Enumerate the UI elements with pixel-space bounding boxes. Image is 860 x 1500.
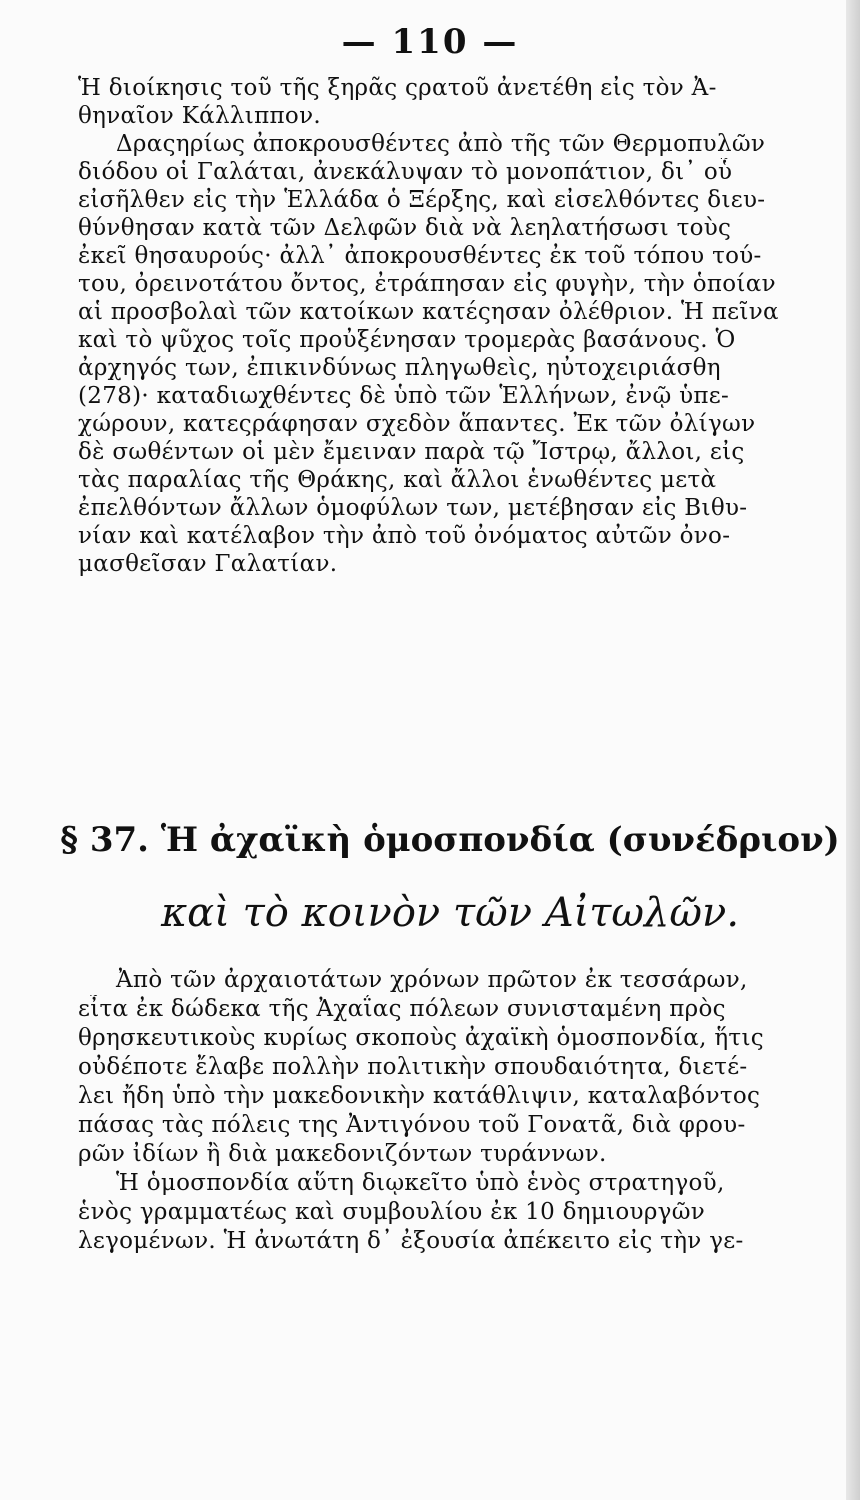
text-line: τὰς παραλίας τῆς Θράκης, καὶ ἄλλοι ἑνωθέντες μετὰ [78,467,717,493]
text-line: εἶτα ἐκ δώδεκα τῆς Ἀχαΐας πόλεων συνισταμένη πρὸς [78,996,726,1022]
text-line: Ἡ ὁμοσπονδία αὕτη διῳκεῖτο ὑπὸ ἑνὸς στρατηγοῦ, [116,1170,725,1196]
page-edge-shadow [846,0,860,1500]
text-line: μασθεῖσαν Γαλατίαν. [78,551,338,577]
text-line: ἀρχηγός των, ἐπικινδύνως πληγωθεὶς, ηὐτοχειριάσθη [78,355,721,381]
text-line: λει ἤδη ὑπὸ τὴν μακεδονικὴν κατάθλιψιν, καταλαβόντος [78,1083,761,1109]
text-line: θηναῖον Κάλλιππον. [78,103,321,129]
text-line: θρησκευτικοὺς κυρίως σκοποὺς ἀχαϊκὴ ὁμοσπονδία, ἥτις [78,1025,764,1051]
text-line: ρῶν ἰδίων ἢ διὰ μακεδονιζόντων τυράννων. [78,1141,607,1167]
text-line: (278)· καταδιωχθέντες δὲ ὑπὸ τῶν Ἑλλήνων, ἐνῷ ὑπε- [78,383,730,409]
text-line: οὐδέποτε ἔλαβε πολλὴν πολιτικὴν σπουδαιότητα, διετέ- [78,1054,748,1080]
text-line: ἑνὸς γραμματέως καὶ συμβουλίου ἐκ 10 δημιουργῶν [78,1199,706,1225]
section-heading: § 37. Ἡ ἀχαϊκὴ ὁμοσπονδία (συνέδριον) [60,820,840,860]
section-subheading: καὶ τὸ κοινὸν τῶν Αἰτωλῶν. [160,890,740,936]
text-line: του, ὀρεινοτάτου ὄντος, ἐτράπησαν εἰς φυγὴν, τὴν ὁποίαν [78,271,776,297]
page-number: — 110 — [341,22,519,62]
text-line: ἐκεῖ θησαυρούς· ἀλλ᾽ ἀποκρουσθέντες ἐκ τοῦ τόπου τού- [78,243,762,269]
text-line: λεγομένων. Ἡ ἀνωτάτη δ᾽ ἐξουσία ἀπέκειτο εἰς τὴν γε- [78,1228,744,1254]
text-line: θύνθησαν κατὰ τῶν Δελφῶν διὰ νὰ λεηλατήσωσι τοὺς [78,215,732,241]
text-block-bottom [78,966,838,1256]
text-line: καὶ τὸ ψῦχος τοῖς προὐξένησαν τρομερὰς βασάνους. Ὁ [78,327,736,353]
text-line: εἰσῆλθεν εἰς τὴν Ἑλλάδα ὁ Ξέρξης, καὶ εἰσελθόντες διευ- [78,187,766,213]
text-line: νίαν καὶ κατέλαβον τὴν ἀπὸ τοῦ ὀνόματος αὐτῶν ὀνο- [78,523,731,549]
text-line: Ἡ διοίκησις τοῦ τῆς ξηρᾶς ςρατοῦ ἀνετέθη εἰς τὸν Ἀ- [78,75,717,101]
text-line: Δραςηρίως ἀποκρουσθέντες ἀπὸ τῆς τῶν Θερμοπυλῶν [116,131,766,157]
text-line: χώρουν, κατεςράφησαν σχεδὸν ἅπαντες. Ἐκ τῶν ὀλίγων [78,411,756,437]
text-line: δὲ σωθέντων οἱ μὲν ἔμειναν παρὰ τῷ Ἴστρῳ, ἄλλοι, εἰς [78,439,745,465]
text-line: Ἀπὸ τῶν ἀρχαιοτάτων χρόνων πρῶτον ἐκ τεσσάρων, [116,967,748,993]
text-line: αἱ προσβολαὶ τῶν κατοίκων κατέςησαν ὀλέθριον. Ἡ πεῖνα [78,299,779,325]
text-line: διόδου οἱ Γαλάται, ἀνεκάλυψαν τὸ μονοπάτιον, δι᾽ οὗ [78,159,733,185]
text-line: πάσας τὰς πόλεις της Ἀντιγόνου τοῦ Γονατᾶ, διὰ φρου- [78,1112,746,1138]
text-block-top [78,74,838,578]
text-line: ἐπελθόντων ἄλλων ὁμοφύλων των, μετέβησαν εἰς Βιθυ- [78,495,748,521]
